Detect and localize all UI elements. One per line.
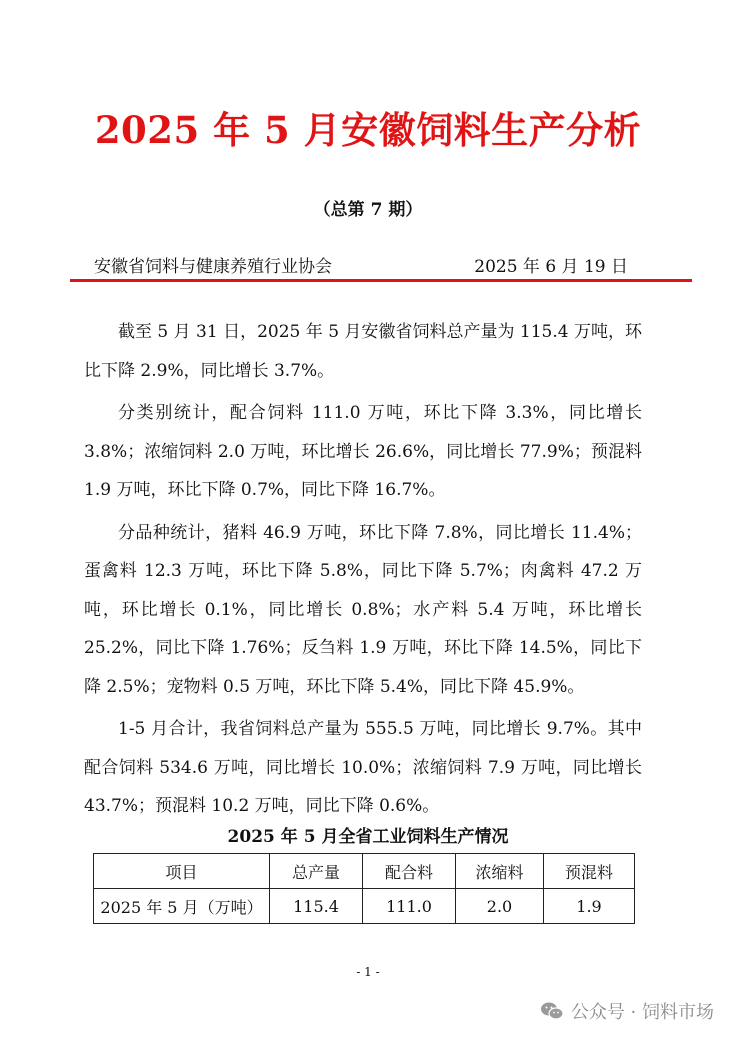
table-header-cell: 配合料 — [363, 854, 456, 889]
page-number: - 1 - — [356, 965, 380, 979]
paragraph-ytd-summary: 1-5 月合计，我省饲料总产量为 555.5 万吨，同比增长 9.7%。其中配合饲料 534.6 万吨，同比增长 10.0%；浓缩饲料 7.9 万吨，同比增长 43.7%；预混料 10.2 万吨，同比下降 0.6%。 — [84, 719, 642, 816]
watermark-text: 公众号 · 饲料市场 — [570, 1002, 714, 1023]
table-title: 2025 年 5 月全省工业饲料生产情况 — [227, 827, 509, 847]
table-cell: 1.9 — [544, 889, 635, 924]
table-header-cell: 浓缩料 — [456, 854, 544, 889]
issue-number: （总第 7 期） — [313, 200, 423, 220]
issuing-organization: 安徽省饲料与健康养殖行业协会 — [94, 257, 332, 277]
header-divider — [70, 279, 692, 282]
document-body — [84, 313, 642, 830]
table-row — [94, 889, 635, 924]
table-header-row — [94, 854, 635, 889]
paragraph-by-variety: 分品种统计，猪料 46.9 万吨，环比下降 7.8%，同比增长 11.4%；蛋禽料 12.3 万吨，环比下降 5.8%，同比下降 5.7%；肉禽料 47.2 万吨，环比增长 0.1%，同比增长 0.8%；水产料 5.4 万吨，环比增长 25.2%，同比下降 1.76%；反刍料 1.9 万吨，环比下降 14.5%，同比下降 2.5%；宠物料 0.5 万吨，环比下降 5.4%，同比下降 45.9%。 — [84, 522, 642, 697]
table-header-cell: 预混料 — [544, 854, 635, 889]
table-cell: 2025 年 5 月（万吨） — [94, 889, 270, 924]
issue-date: 2025 年 6 月 19 日 — [474, 257, 628, 277]
wechat-icon — [540, 1000, 564, 1022]
paragraph-total-output: 截至 5 月 31 日，2025 年 5 月安徽省饲料总产量为 115.4 万吨，环比下降 2.9%，同比增长 3.7%。 — [84, 322, 642, 381]
table-header-cell: 项目 — [94, 854, 270, 889]
table-cell: 115.4 — [270, 889, 363, 924]
table-header-cell: 总产量 — [270, 854, 363, 889]
paragraph-by-category: 分类别统计，配合饲料 111.0 万吨，环比下降 3.3%，同比增长 3.8%；浓缩饲料 2.0 万吨，环比增长 26.6%，同比增长 77.9%；预混料 1.9 万吨，环比下降 0.7%，同比下降 16.7%。 — [84, 403, 642, 500]
table-cell: 2.0 — [456, 889, 544, 924]
table-cell: 111.0 — [363, 889, 456, 924]
watermark — [540, 998, 714, 1024]
production-table — [93, 853, 635, 924]
document-title: 2025 年 5 月安徽饲料生产分析 — [94, 108, 642, 152]
